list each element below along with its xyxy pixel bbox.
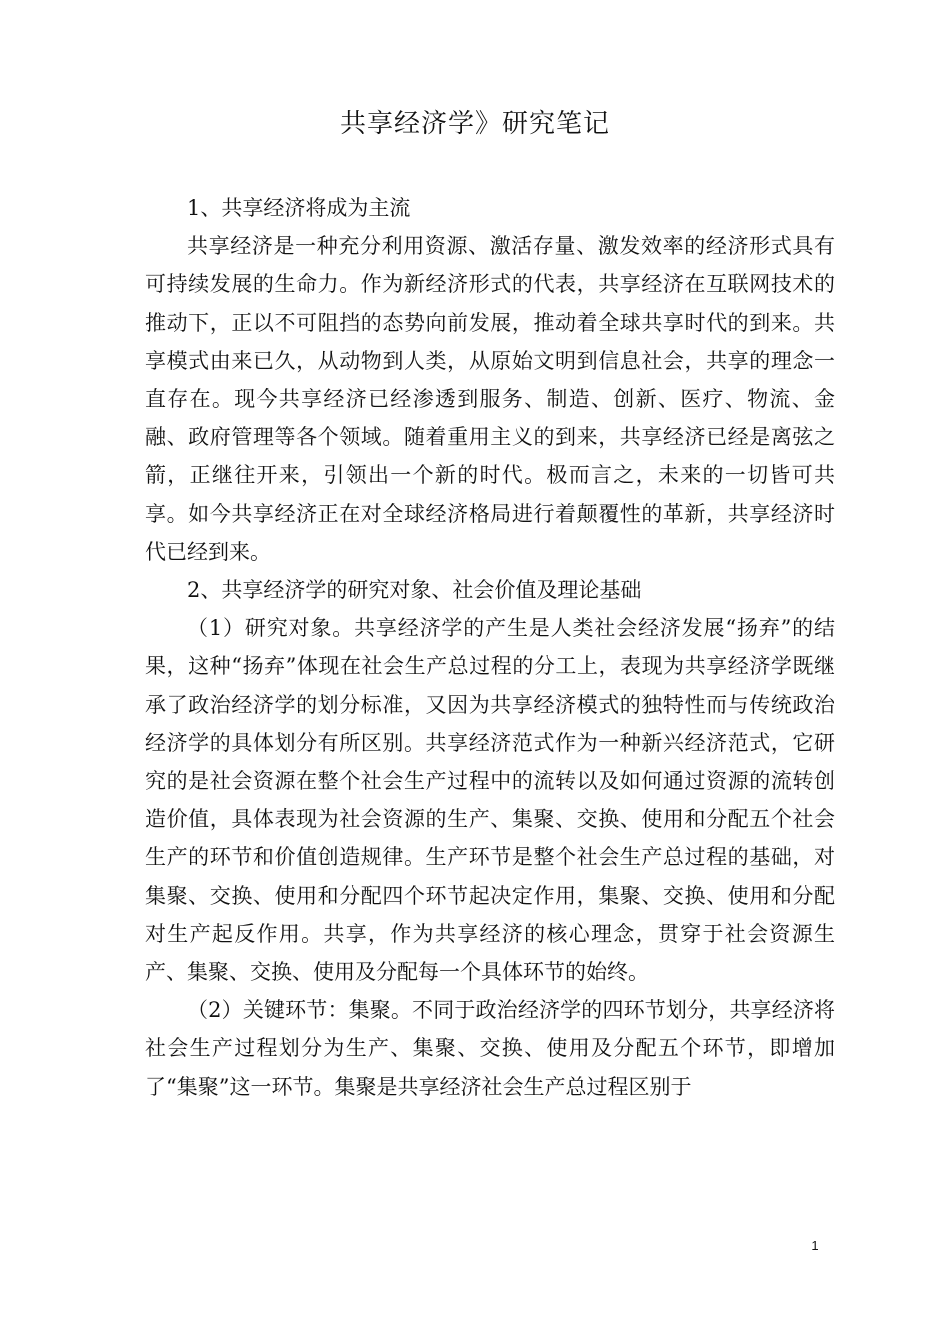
section-heading-2: 2、共享经济学的研究对象、社会价值及理论基础: [187, 578, 642, 603]
paragraph-research-object: （1）研究对象。共享经济学的产生是人类社会经济发展“扬弃”的结果，这种“扬弃”体现在社会生产总过程的分工上，表现为共享经济学既继承了政治经济学的划分标准，又因为共享经济模式的独特性而与传统政治经济学的具体划分有所区别。共享经济范式作为一种新兴经济范式，它研究的是社会资源在整个社会生产过程中的流转以及如何通过资源的流转创造价值，具体表现为社会资源的生产、集聚、交换、使用和分配五个社会生产的环节和价值创造规律。生产环节是整个社会生产总过程的基础，对集聚、交换、使用和分配四个环节起决定作用，集聚、交换、使用和分配对生产起反作用。共享，作为共享经济的核心理念，贯穿于社会资源生产、集聚、交换、使用及分配每一个具体环节的始终。: [145, 616, 835, 985]
document-title: 共享经济学》研究笔记: [339, 109, 610, 139]
document-body: [145, 189, 835, 1106]
page-number: 1: [811, 1238, 819, 1253]
paragraph-sharing-economy-mainstream: 共享经济是一种充分利用资源、激活存量、激发效率的经济形式具有可持续发展的生命力。作为新经济形式的代表，共享经济在互联网技术的推动下，正以不可阻挡的态势向前发展，推动着全球共享时代的到来。共享模式由来已久，从动物到人类，从原始文明到信息社会，共享的理念一直存在。现今共享经济已经渗透到服务、制造、创新、医疗、物流、金融、政府管理等各个领域。随着重用主义的到来，共享经济已经是离弦之箭，正继往开来，引领出一个新的时代。极而言之，未来的一切皆可共享。如今共享经济正在对全球经济格局进行着颠覆性的革新，共享经济时代已经到来。: [145, 234, 835, 564]
paragraph-key-link-aggregation: （2）关键环节：集聚。不同于政治经济学的四环节划分，共享经济将社会生产过程划分为生产、集聚、交换、使用及分配五个环节，即增加了“集聚”这一环节。集聚是共享经济社会生产总过程区别于: [145, 998, 835, 1099]
section-heading-1: 1、共享经济将成为主流: [187, 196, 411, 220]
